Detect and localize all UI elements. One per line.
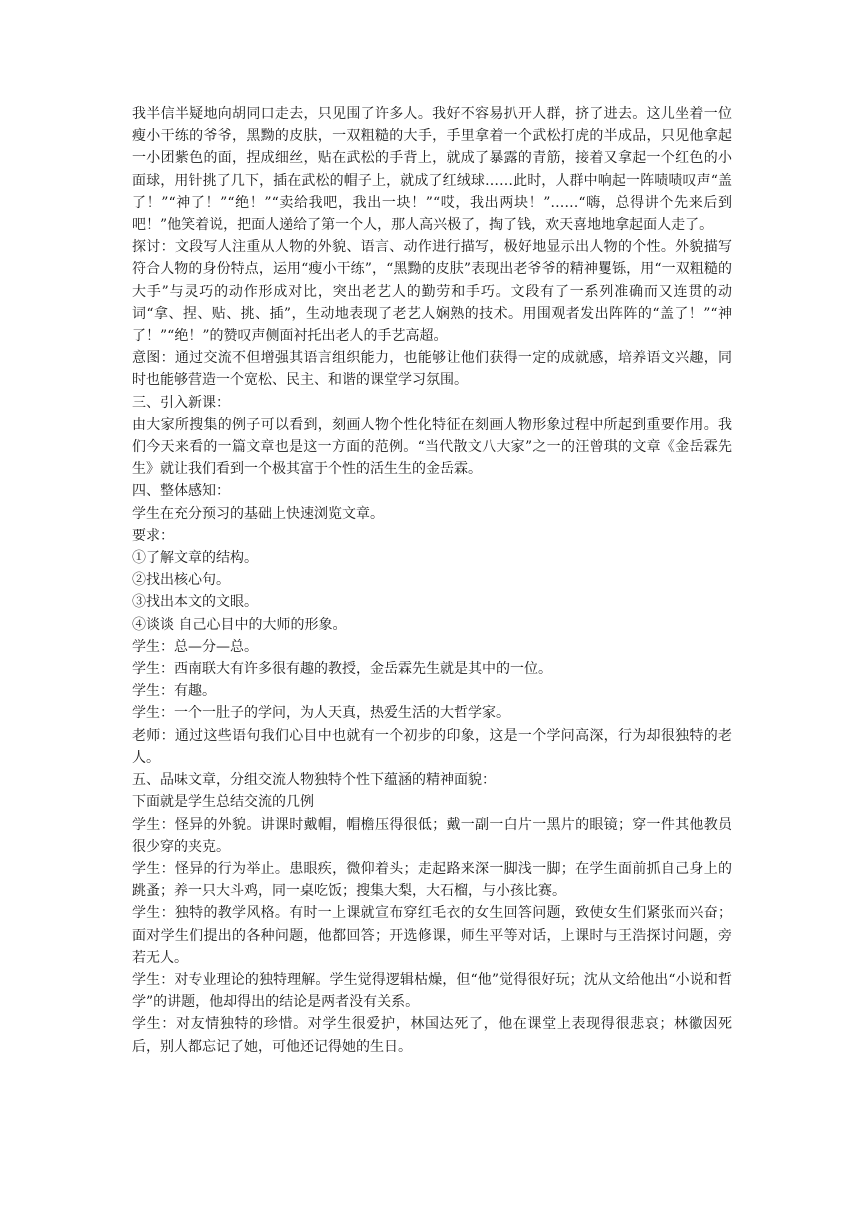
teacher-remark: 老师：通过这些语句我们心目中也就有一个初步的印象，这是一个学问高深，行为却很独特的老人。 — [132, 727, 732, 766]
section-heading-new-lesson: 三、引入新课： — [132, 394, 230, 411]
paragraph-skim-reading: 学生在充分预习的基础上快速浏览文章。 — [132, 505, 384, 522]
paragraph-discussion: 探讨：文段写人注重从人物的外貌、语言、动作进行描写，极好地显示出人物的个性。外貌描写符合人物的身份特点，运用“瘦小干练”，“黑黝的皮肤”表现出老爷爷的精神矍铄，用“一双粗糙的大手”与灵巧的动作形成对比，突出老艺人的勤劳和手巧。文段有了一系列准确而又连贯的动词“拿、捏、贴、挑、插”，生动地表现了老艺人娴熟的技术。用围观者发出阵阵的“盖了！”“神了！”“绝！”的赞叹声侧面衬托出老人的手艺高超。 — [132, 239, 732, 345]
student-answer: 学生：怪异的外貌。讲课时戴帽，帽檐压得很低；戴一副一白片一黑片的眼镜；穿一件其他教员很少穿的夹克。 — [132, 816, 732, 855]
student-answer: 学生：西南联大有许多很有趣的教授，金岳霖先生就是其中的一位。 — [132, 661, 552, 678]
paragraph-intent: 意图：通过交流不但增强其语言组织能力，也能够让他们获得一定的成就感，培养语文兴趣，同时也能够营造一个宽松、民主、和谐的课堂学习氛围。 — [132, 350, 732, 389]
requirements-label: 要求： — [132, 527, 174, 544]
student-answer: 学生：总—分—总。 — [132, 638, 258, 655]
student-answer: 学生：对专业理论的独特理解。学生觉得逻辑枯燥，但“他”觉得很好玩；沈从文给他出“小说和哲学”的讲题，他却得出的结论是两者没有关系。 — [132, 971, 732, 1011]
examples-intro: 下面就是学生总结交流的几例 — [132, 794, 314, 811]
student-answer: 学生：独特的教学风格。有时一上课就宣布穿红毛衣的女生回答问题，致使女生们紧张而兴奋；面对学生们提出的各种问题，他都回答；开选修课，师生平等对话，上课时与王浩探讨问题，旁若无人。 — [132, 905, 732, 966]
section-heading-appreciation: 五、品味文章，分组交流人物独特个性下蕴涵的精神面貌： — [132, 772, 496, 789]
requirement-item: ④谈谈 自己心目中的大师的形象。 — [132, 616, 347, 633]
requirement-item: ①了解文章的结构。 — [132, 550, 258, 567]
requirement-item: ②找出核心句。 — [132, 572, 230, 589]
student-answer: 学生：有趣。 — [132, 683, 216, 700]
requirement-item: ③找出本文的文眼。 — [132, 594, 258, 611]
section-heading-overall-perception: 四、整体感知： — [132, 483, 230, 500]
document-body — [132, 103, 732, 1058]
paragraph-story-excerpt: 我半信半疑地向胡同口走去，只见围了许多人。我好不容易扒开人群，挤了进去。这儿坐着一位瘦小干练的爷爷，黑黝的皮肤，一双粗糙的大手，手里拿着一个武松打虎的半成品，只见他拿起一小团紫色的面，捏成细丝，贴在武松的手背上，就成了暴露的青筋，接着又拿起一个红色的小面球，用针挑了几下，插在武松的帽子上，就成了红绒球……此时，人群中响起一阵啧啧叹声“盖了！”“神了！”“绝！”“卖给我吧，我出一块！”“哎，我出两块！”……“嗨，总得讲个先来后到吧！”他笑着说，把面人递给了第一个人，那人高兴极了，掏了钱，欢天喜地地拿起面人走了。 — [132, 106, 732, 234]
paragraph-introduction: 由大家所搜集的例子可以看到，刻画人物个性化特征在刻画人物形象过程中所起到重要作用。我们今天来看的一篇文章也是这一方面的范例。“当代散文八大家”之一的汪曾琪的文章《金岳霖先生》就让我们看到一个极其富于个性的活生生的金岳霖。 — [132, 416, 732, 478]
student-answer: 学生：一个一肚子的学问，为人天真，热爱生活的大哲学家。 — [132, 705, 510, 722]
student-answer: 学生：对友情独特的珍惜。对学生很爱护，林国达死了，他在课堂上表现得很悲哀；林徽因死后，别人都忘记了她，可他还记得她的生日。 — [132, 1016, 732, 1055]
student-answer: 学生：怪异的行为举止。患眼疾，微仰着头；走起路来深一脚浅一脚；在学生面前抓自己身上的跳蚤；养一只大斗鸡，同一桌吃饭；搜集大梨，大石榴，与小孩比赛。 — [132, 860, 732, 900]
